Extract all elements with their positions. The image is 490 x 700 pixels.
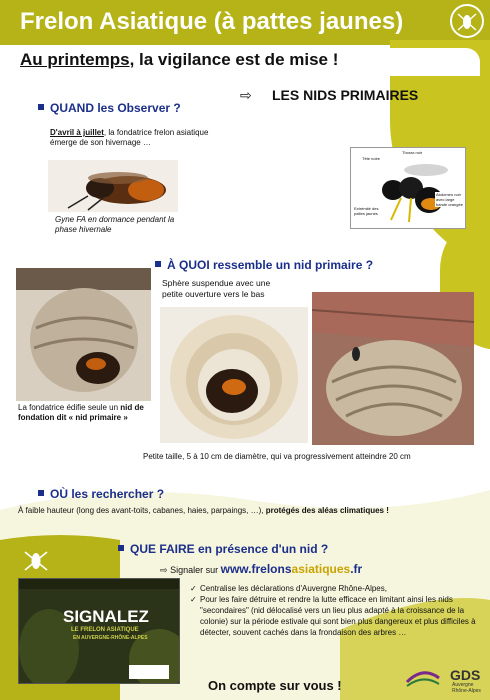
hornet-diagram xyxy=(350,147,466,229)
subtitle-season: Au printemps xyxy=(20,50,130,69)
section-quoi-heading: À QUOI ressemble un nid primaire ? xyxy=(155,258,373,272)
closing-text: On compte sur vous ! xyxy=(208,678,342,693)
section-ou-heading: OÙ les rechercher ? xyxy=(38,487,164,501)
nest-size-text: Petite taille, 5 à 10 cm de diamètre, qui va progressivement atteindre 20 cm xyxy=(143,452,411,461)
diagram-label-thorax: Thorax noir xyxy=(402,150,423,155)
gds-logo: GDS xyxy=(450,667,481,683)
check-icon: ✓ xyxy=(190,595,197,605)
nest-photo-1 xyxy=(16,268,151,401)
bullet-square-icon xyxy=(118,545,124,551)
bullet-square-icon xyxy=(155,261,161,267)
nest-photo-2 xyxy=(160,307,308,443)
gds-region: Auvergne Rhône-Alpes xyxy=(452,682,481,694)
gyne-caption: Gyne FA en dormance pendant la phase hivernale xyxy=(55,215,175,235)
hornet-badge-icon xyxy=(18,542,54,578)
diagram-label-head: Tête noire xyxy=(362,156,381,161)
arrow-right-icon: ⇨ xyxy=(160,565,168,575)
banner-title: SIGNALEZ xyxy=(63,607,149,626)
diagram-label-legs: Extrémité des pattes jaunes xyxy=(353,206,387,216)
subtitle-rest: , la vigilance est de mise ! xyxy=(129,50,339,69)
quoi-text: Sphère suspendue avec une petite ouverture vers le bas xyxy=(162,278,271,300)
check-icon: ✓ xyxy=(190,584,197,593)
quoi-caption: La fondatrice édifie seule un nid de fondation dit « nid primaire » xyxy=(18,403,144,423)
list-item: ✓ Pour les faire détruire et rendre la lutte efficace en limitant ainsi les nids "secondaires" (nid délocalisé vers un lieu plus adapté à la croissance de la colonie) sur la période estivale qui sont bien plus dangereux et plus difficiles à détecter, souvent cachés dans la frondaison des arbres … xyxy=(190,595,476,638)
que-faire-list xyxy=(190,583,480,638)
diagram-label-abdomen: Abdomen noir avec large bande orangée xyxy=(435,192,465,207)
subtitle xyxy=(20,50,338,70)
banner-subtitle: LE FRELON ASIATIQUE xyxy=(71,627,139,633)
quand-text: D'avril à juillet, la fondatrice frelon asiatique émerge de son hivernage … xyxy=(50,128,209,148)
signalez-banner xyxy=(18,578,180,684)
website-link[interactable]: www.frelonsasiatiques.fr xyxy=(220,562,363,576)
section-quand-heading: QUAND les Observer ? xyxy=(38,101,181,115)
hornet-logo-icon xyxy=(450,4,484,38)
partner-logo-icon xyxy=(405,668,441,690)
arrow-right-icon: ⇨ xyxy=(240,87,252,103)
signal-label: Signaler sur xyxy=(170,565,219,575)
page-title: Frelon Asiatique (à pattes jaunes) xyxy=(20,8,404,35)
ou-text: À faible hauteur (long des avant-toits, cabanes, haies, parpaings, …), protégés des aléas climatiques ! xyxy=(18,506,389,515)
gyne-photo xyxy=(48,160,178,212)
banner-subtitle-2: EN AUVERGNE-RHÔNE-ALPES xyxy=(73,635,148,641)
bullet-square-icon xyxy=(38,104,44,110)
bullet-square-icon xyxy=(38,490,44,496)
section-que-faire-heading: QUE FAIRE en présence d'un nid ? xyxy=(118,542,328,556)
nids-primaires-label: LES NIDS PRIMAIRES xyxy=(272,87,419,103)
list-item: ✓ Centralise les déclarations d'Auvergne Rhône-Alpes, xyxy=(190,584,387,593)
nest-photo-3 xyxy=(312,292,474,445)
signal-line xyxy=(160,562,362,576)
